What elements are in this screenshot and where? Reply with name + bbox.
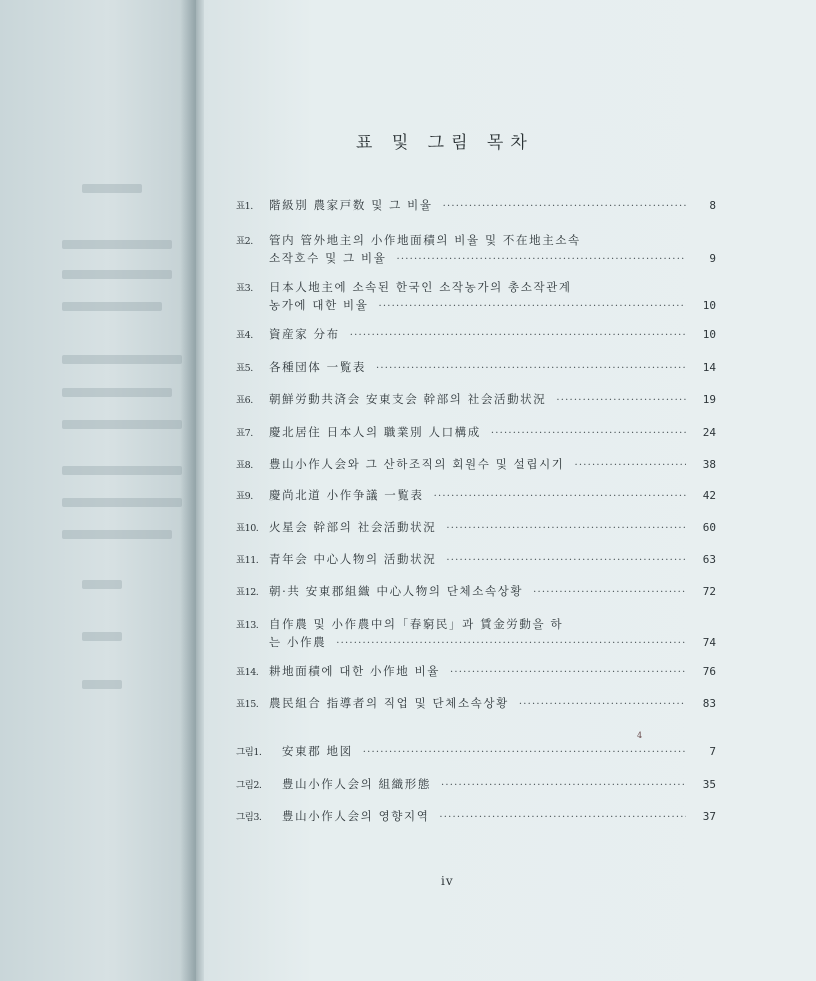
leader-dots — [491, 425, 686, 442]
entry-title: 慶尚北道 小作争議 一覧表 — [269, 488, 424, 502]
toc-entry-table-14 — [236, 663, 716, 681]
leader-dots — [434, 488, 686, 505]
entry-title: 日本人地主에 소속된 한국인 소작농가의 총소작관계 — [269, 280, 572, 294]
entry-number: 표14. — [236, 667, 259, 678]
entry-page: 76 — [702, 665, 716, 678]
entry-number: 표15. — [236, 699, 259, 710]
entry-number: 표2. — [236, 236, 253, 247]
entry-number: 표5. — [236, 363, 253, 374]
entry-number: 표7. — [236, 428, 253, 439]
entry-title: 管内 管外地主의 小作地面積의 비율 및 不在地主소속 — [269, 233, 581, 247]
entry-number: 표10. — [236, 523, 259, 534]
entry-title: 朝鮮労動共済会 安東支会 幹部의 社会活動状況 — [269, 392, 547, 406]
entry-page: 24 — [702, 426, 716, 439]
entry-page: 83 — [702, 697, 716, 710]
entry-title: 火星会 幹部의 社会活動状況 — [269, 520, 437, 534]
entry-title-cont: 는 小作農 — [269, 635, 327, 649]
toc-entry-table-12 — [236, 583, 716, 601]
toc-entry-table-1 — [236, 197, 716, 215]
leader-dots — [519, 696, 686, 713]
entry-number: 표9. — [236, 491, 253, 502]
toc-entry-figure-2 — [236, 776, 716, 794]
entry-page: 8 — [709, 199, 716, 212]
leader-dots — [443, 198, 686, 215]
bleed-through-text — [62, 498, 182, 507]
toc-entry-table-11 — [236, 551, 716, 569]
leader-dots — [575, 457, 686, 474]
leader-dots — [350, 327, 686, 344]
toc-entry-table-2 — [236, 232, 716, 268]
leader-dots — [396, 251, 686, 268]
entry-page: 10 — [702, 299, 716, 312]
entry-number: 그림3. — [236, 812, 262, 823]
entry-title: 朝·共 安東郡組織 中心人物의 단체소속상황 — [269, 584, 524, 598]
entry-title: 豊山小作人会와 그 산하조직의 회원수 및 설립시기 — [269, 457, 565, 471]
entry-page: 37 — [702, 810, 716, 823]
leader-dots — [363, 744, 686, 761]
entry-title: 階級別 農家戸数 및 그 비율 — [269, 198, 433, 212]
toc-entry-table-13 — [236, 616, 716, 652]
bleed-through-text — [82, 184, 142, 193]
bleed-through-text — [62, 355, 182, 364]
toc-entry-table-9 — [236, 487, 716, 505]
entry-number: 표13. — [236, 620, 259, 631]
entry-title: 自作農 및 小作農中의「春窮民」과 賃金労動을 하 — [269, 617, 564, 631]
toc-entry-table-8 — [236, 456, 716, 474]
leader-dots — [441, 777, 686, 794]
entry-page: 38 — [702, 458, 716, 471]
entry-page: 74 — [702, 636, 716, 649]
toc-entry-figure-1 — [236, 743, 716, 761]
entry-title: 慶北居住 日本人의 職業別 人口構成 — [269, 425, 481, 439]
entry-number: 표11. — [236, 555, 259, 566]
bleed-through-text — [62, 240, 172, 249]
bleed-through-text — [82, 580, 122, 589]
entry-page: 10 — [702, 328, 716, 341]
leader-dots — [439, 809, 686, 826]
entry-title: 資産家 分布 — [269, 327, 340, 341]
entry-page: 60 — [702, 521, 716, 534]
entry-title-cont: 농가에 대한 비율 — [269, 298, 369, 312]
bleed-through-text — [62, 530, 172, 539]
entry-title: 耕地面積에 대한 小作地 비율 — [269, 664, 441, 678]
toc-entry-table-7 — [236, 424, 716, 442]
entry-title: 安東郡 地図 — [282, 744, 353, 758]
entry-page: 72 — [702, 585, 716, 598]
bleed-through-text — [62, 302, 162, 311]
entry-number: 그림1. — [236, 747, 262, 758]
toc-entry-table-15 — [236, 695, 716, 713]
entry-number: 표12. — [236, 587, 259, 598]
leader-dots — [378, 298, 686, 315]
bleed-through-text — [82, 632, 122, 641]
entry-title: 各種団体 一覧表 — [269, 360, 366, 374]
toc-entry-table-3 — [236, 279, 716, 315]
left-page — [0, 0, 196, 981]
entry-page: 9 — [709, 252, 716, 265]
entry-title: 青年会 中心人物의 活動状況 — [269, 552, 437, 566]
bleed-through-text — [62, 420, 182, 429]
leader-dots — [446, 520, 686, 537]
toc-entry-table-4 — [236, 326, 716, 344]
entry-number: 표1. — [236, 201, 253, 212]
stray-mark: 4 — [637, 731, 643, 740]
leader-dots — [336, 635, 686, 652]
leader-dots — [446, 552, 686, 569]
entry-page: 63 — [702, 553, 716, 566]
leader-dots — [533, 584, 686, 601]
entry-number: 그림2. — [236, 780, 262, 791]
toc-entry-table-10 — [236, 519, 716, 537]
entry-title: 農民組合 指導者의 직업 및 단체소속상황 — [269, 696, 509, 710]
entry-number: 표3. — [236, 283, 253, 294]
entry-title: 豊山小作人会의 영향지역 — [282, 809, 430, 823]
bleed-through-text — [62, 270, 172, 279]
entry-page: 35 — [702, 778, 716, 791]
bleed-through-text — [62, 466, 182, 475]
entry-title: 豊山小作人会의 組織形態 — [282, 777, 431, 791]
leader-dots — [556, 392, 686, 409]
toc-entry-figure-3 — [236, 808, 716, 826]
bleed-through-text — [62, 388, 172, 397]
toc-title: 표 및 그림 목차 — [356, 133, 534, 153]
entry-number: 표6. — [236, 395, 253, 406]
page-number: iv — [441, 874, 454, 888]
entry-page: 14 — [702, 361, 716, 374]
leader-dots — [376, 360, 686, 377]
entry-page: 19 — [702, 393, 716, 406]
entry-page: 42 — [702, 489, 716, 502]
bleed-through-text — [82, 680, 122, 689]
toc-entry-table-6 — [236, 391, 716, 409]
leader-dots — [450, 664, 686, 681]
entry-number: 표8. — [236, 460, 253, 471]
entry-title-cont: 소작호수 및 그 비율 — [269, 251, 387, 265]
entry-page: 7 — [709, 745, 716, 758]
entry-number: 표4. — [236, 330, 253, 341]
toc-entry-table-5 — [236, 359, 716, 377]
